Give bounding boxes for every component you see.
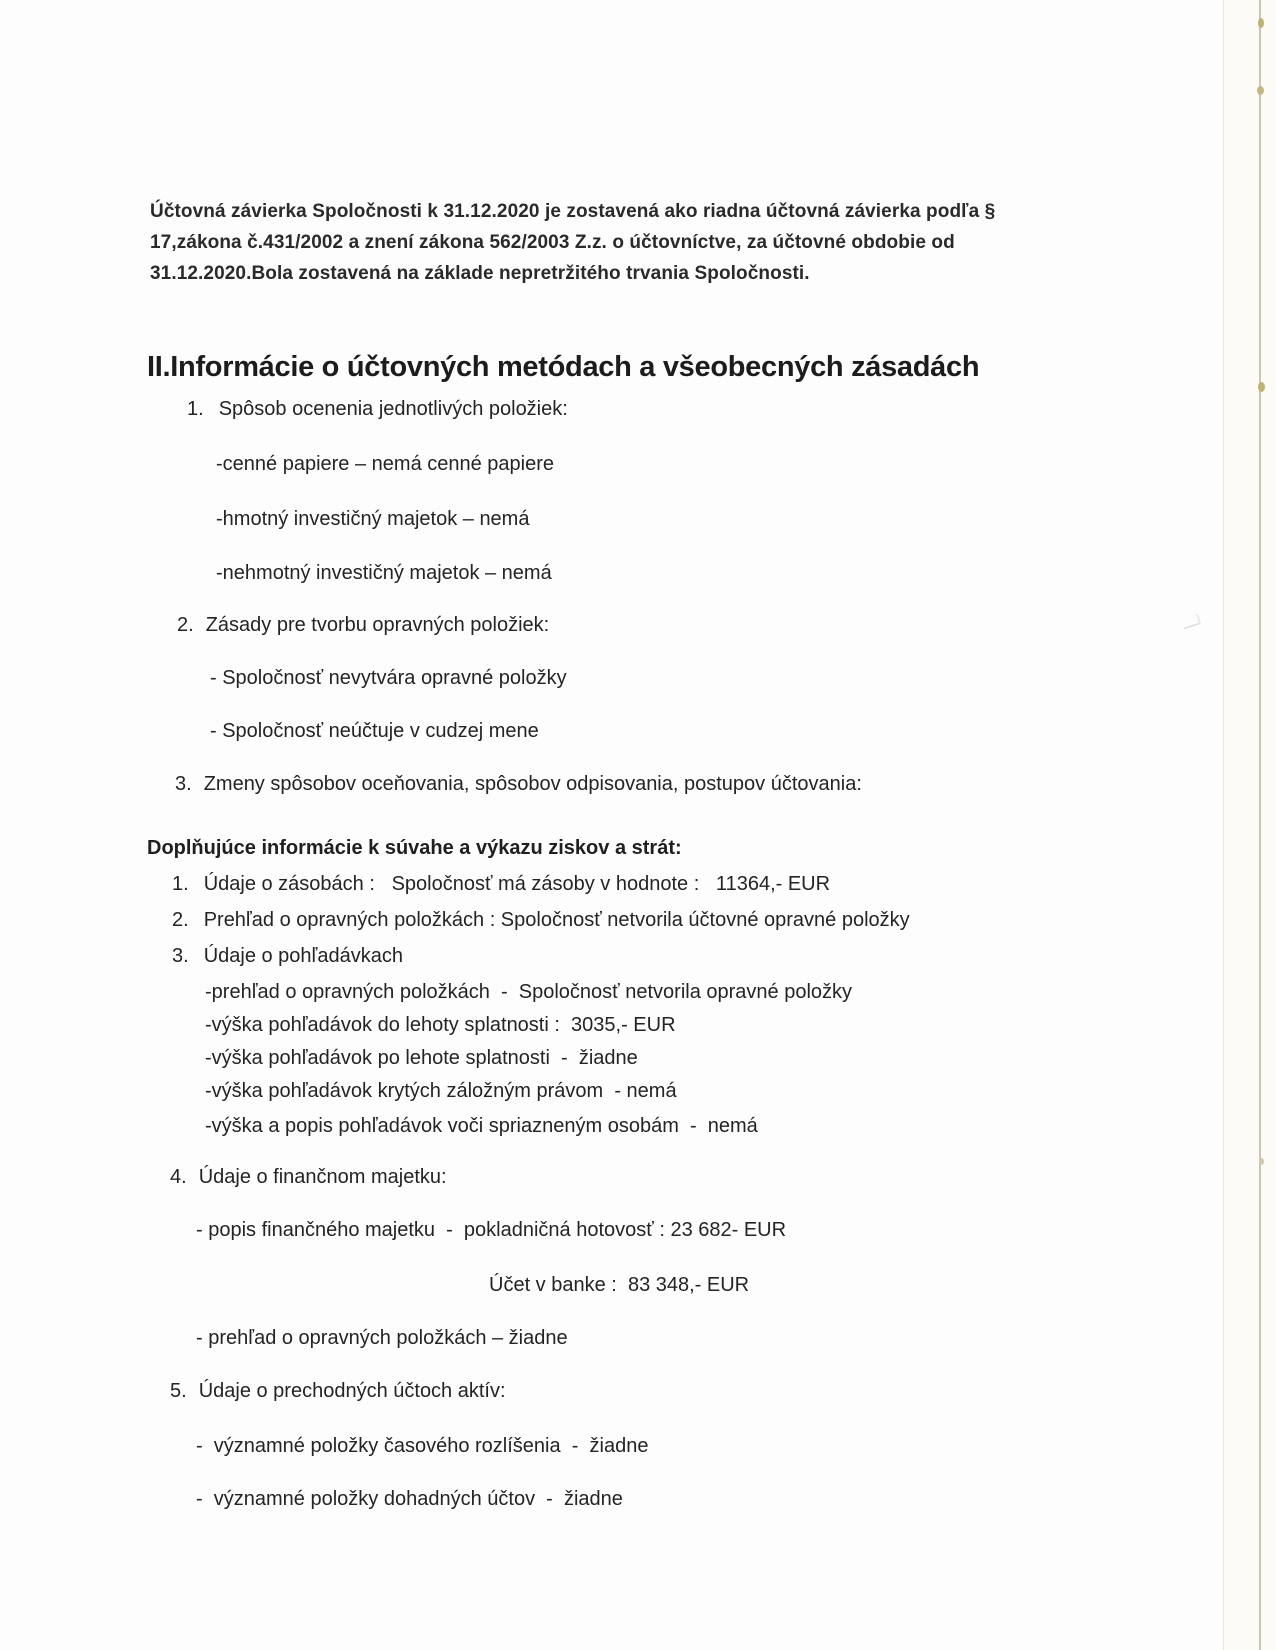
list-item xyxy=(187,396,568,422)
list-item-label: Zmeny spôsobov oceňovania, spôsobov odpisovania, postupov účtovania: xyxy=(203,773,862,795)
list-subitem: -výška pohľadávok do lehoty splatnosti : 3035,- EUR xyxy=(205,1014,676,1036)
supplementary-heading: Doplňujúce informácie k súvahe a výkazu ziskov a strát: xyxy=(147,836,682,859)
list-subitem: - Spoločnosť nevytvára opravné položky xyxy=(210,667,567,689)
list-subitem: -prehľad o opravných položkách - Spoločnosť netvorila opravné položky xyxy=(205,981,853,1003)
list-subitem: Účet v banke : 83 348,- EUR xyxy=(489,1274,750,1296)
section-heading: II.Informácie o účtovných metódach a všeobecných zásadách xyxy=(147,351,980,384)
list-item-label: Spôsob ocenenia jednotlivých položiek: xyxy=(218,398,568,420)
list-item-label: Údaje o pohľadávkach xyxy=(203,945,403,967)
list-item-label: Údaje o zásobách : Spoločnosť má zásoby v hodnote : 11364,- EUR xyxy=(203,873,831,895)
list-item xyxy=(170,1164,447,1190)
list-item xyxy=(172,871,830,897)
intro-paragraph: Účtovná závierka Spoločnosti k 31.12.2020 je zostavená ako riadna účtovná závierka podľa § 17,zákona č.431/2002 a znení zákona 562/2003 Z.z. o účtovníctve, za účtovné obdobie od 31.12.2020.Bola zostavená na základe nepretržitého trvania Spoločnosti. xyxy=(150,201,996,284)
list-item-number: 3. xyxy=(172,945,189,967)
list-item xyxy=(172,943,403,969)
scan-speck xyxy=(1257,86,1264,95)
list-item-number: 3. xyxy=(175,773,192,795)
list-item xyxy=(175,771,862,797)
list-item xyxy=(177,612,549,638)
scan-smudge-mark xyxy=(1181,613,1202,629)
list-item-number: 1. xyxy=(172,873,189,895)
scan-fold-line xyxy=(1223,0,1224,1650)
list-item-number: 4. xyxy=(170,1166,187,1188)
list-subitem: -výška pohľadávok krytých záložným právom - nemá xyxy=(205,1080,677,1102)
list-item-label: Údaje o prechodných účtoch aktív: xyxy=(198,1380,506,1402)
list-subitem: - prehľad o opravných položkách – žiadne xyxy=(196,1327,568,1349)
list-subitem: -cenné papiere – nemá cenné papiere xyxy=(216,453,555,475)
list-item-number: 2. xyxy=(177,614,194,636)
list-subitem: -hmotný investičný majetok – nemá xyxy=(216,508,530,530)
list-item-number: 2. xyxy=(172,909,189,931)
list-subitem: - významné položky dohadných účtov - žiadne xyxy=(196,1488,623,1510)
list-item-number: 1. xyxy=(187,398,204,420)
scan-speck xyxy=(1258,382,1265,392)
list-subitem: -výška a popis pohľadávok voči spriazneným osobám - nemá xyxy=(205,1115,758,1137)
list-item xyxy=(172,907,910,933)
list-item-label: Zásady pre tvorbu opravných položiek: xyxy=(205,614,550,636)
list-subitem: - Spoločnosť neúčtuje v cudzej mene xyxy=(210,720,539,742)
list-item xyxy=(170,1378,506,1404)
scan-edge-strip xyxy=(1224,0,1276,1650)
list-subitem: -výška pohľadávok po lehote splatnosti - žiadne xyxy=(205,1047,638,1069)
scan-speck xyxy=(1259,1158,1264,1165)
list-item-label: Prehľad o opravných položkách : Spoločnosť netvorila účtovné opravné položky xyxy=(203,909,910,931)
list-subitem: -nehmotný investičný majetok – nemá xyxy=(216,562,552,584)
list-subitem: - významné položky časového rozlíšenia - žiadne xyxy=(196,1435,649,1457)
scan-speck xyxy=(1258,18,1264,28)
list-item-number: 5. xyxy=(170,1380,187,1402)
scan-page-edge-line xyxy=(1259,0,1261,1650)
list-item-label: Údaje o finančnom majetku: xyxy=(198,1166,447,1188)
list-subitem: - popis finančného majetku - pokladničná hotovosť : 23 682- EUR xyxy=(196,1219,787,1241)
